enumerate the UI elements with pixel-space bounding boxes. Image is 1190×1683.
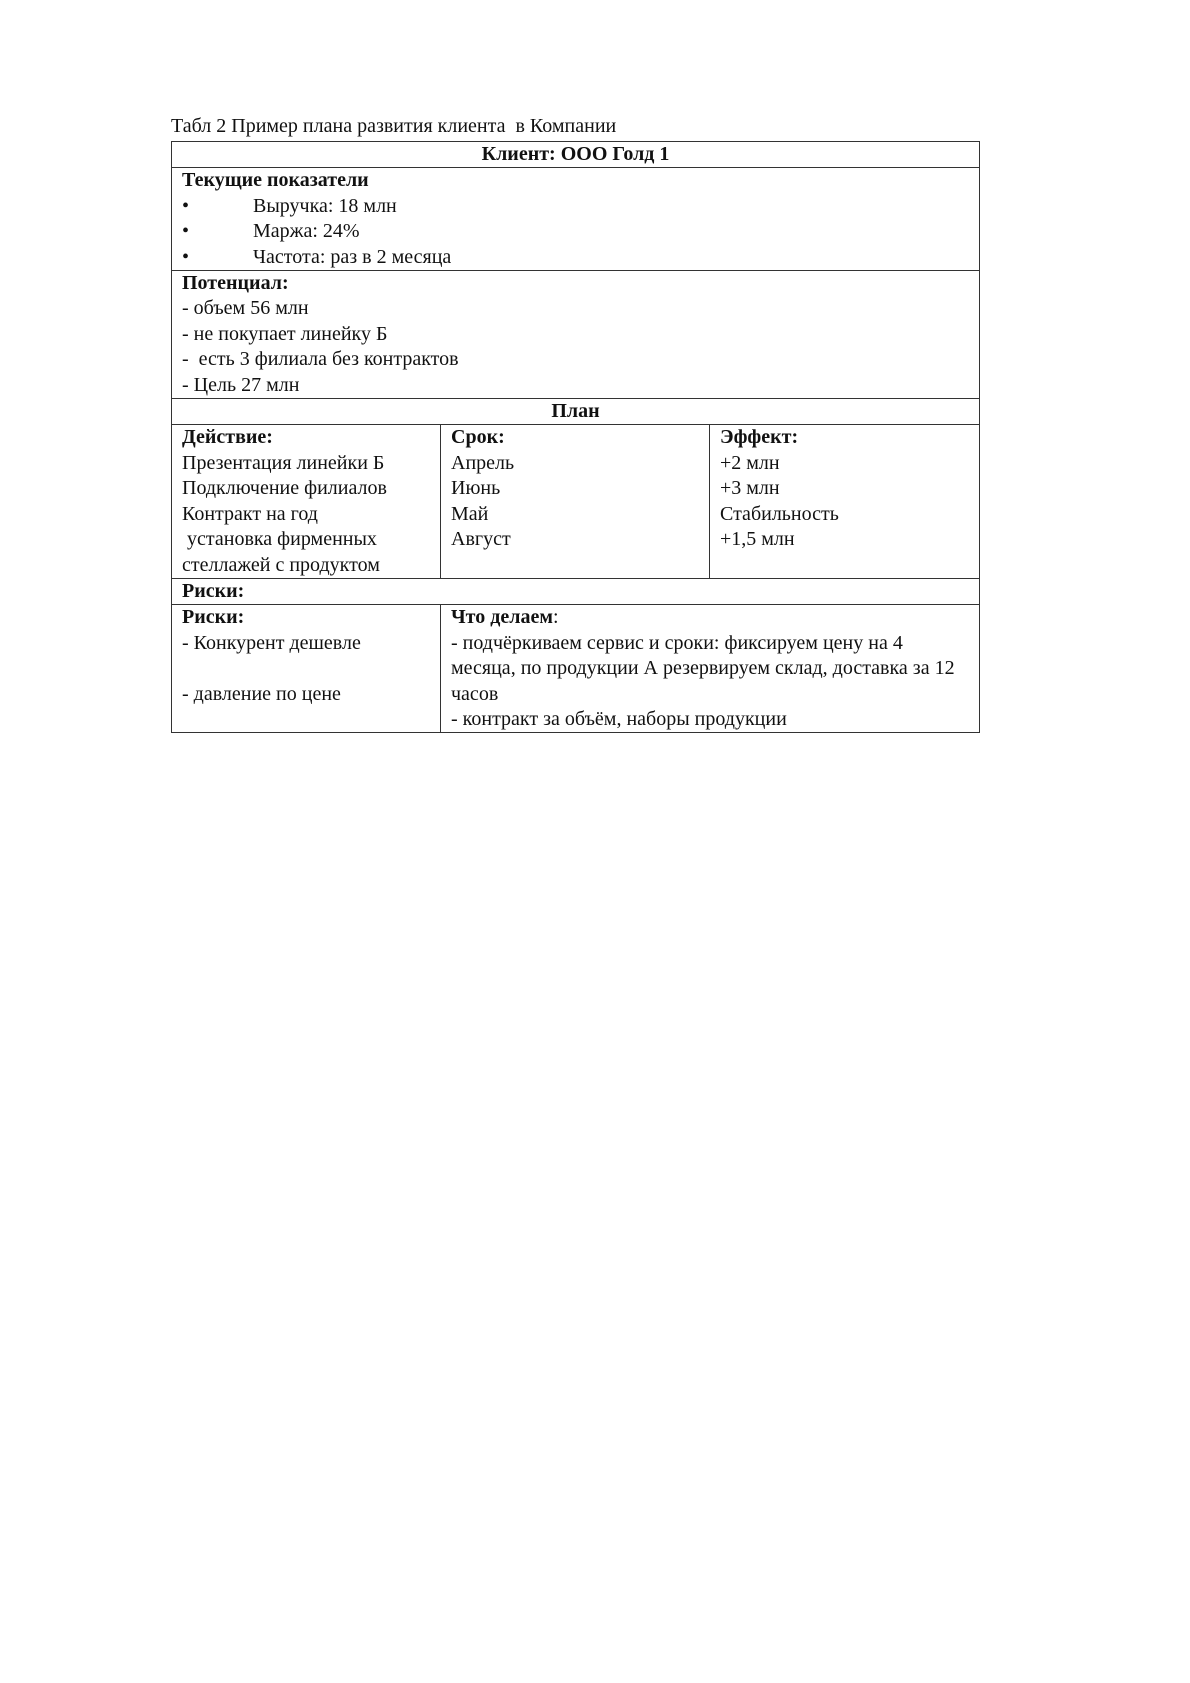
plan-effect-cell bbox=[710, 425, 980, 578]
risks-body-row bbox=[172, 605, 980, 733]
plan-effect-header: Эффект: bbox=[720, 426, 799, 449]
current-indicator-text: Частота: раз в 2 месяца bbox=[253, 245, 452, 268]
risk-item: - давление по цене bbox=[182, 682, 341, 705]
current-indicators-cell bbox=[172, 168, 980, 271]
potential-item: - не покупает линейку Б bbox=[182, 322, 388, 345]
potential-item: - есть 3 филиала без контрактов bbox=[182, 348, 459, 371]
risk-action-item: - контракт за объём, наборы продукции bbox=[451, 707, 787, 730]
risks-list-cell bbox=[172, 605, 441, 733]
potential-cell bbox=[172, 271, 980, 399]
risk-actions-cell bbox=[441, 605, 980, 733]
risk-item: - Конкурент дешевле bbox=[182, 631, 361, 654]
risks-header-row bbox=[172, 578, 980, 604]
bullet-icon: • bbox=[182, 220, 190, 243]
plan-action-item: установка фирменных стеллажей с продуктом bbox=[182, 528, 382, 576]
plan-header-row bbox=[172, 399, 980, 425]
plan-action-cell bbox=[172, 425, 441, 578]
blank-line bbox=[182, 656, 430, 681]
plan-action-header: Действие: bbox=[182, 426, 273, 449]
plan-effect-item: +3 млн bbox=[720, 477, 780, 500]
client-header-row bbox=[172, 142, 980, 168]
plan-effect-item: +2 млн bbox=[720, 451, 780, 474]
client-header: Клиент: ООО Голд 1 bbox=[172, 142, 980, 168]
current-indicator-text: Выручка: 18 млн bbox=[253, 194, 397, 217]
risk-actions-header: Что делаем bbox=[451, 606, 553, 629]
table-caption: Табл 2 Пример плана развития клиента в Компании bbox=[171, 115, 617, 137]
potential-item: - объем 56 млн bbox=[182, 297, 309, 320]
plan-term-header: Срок: bbox=[451, 426, 505, 449]
risk-action-item: - подчёркиваем сервис и сроки: фиксируем цену на 4 месяца, по продукции А резервируем склад, доставка за 12 часов bbox=[451, 631, 960, 705]
risks-list-header: Риски: bbox=[182, 606, 245, 629]
risk-actions-header-line bbox=[451, 605, 969, 630]
plan-title: План bbox=[172, 399, 980, 425]
current-indicator-item bbox=[182, 219, 969, 244]
risks-title: Риски: bbox=[172, 578, 980, 604]
potential-row bbox=[172, 271, 980, 399]
plan-term-item: Май bbox=[451, 502, 489, 525]
potential-item: - Цель 27 млн bbox=[182, 373, 300, 396]
risk-actions-colon: : bbox=[552, 606, 559, 629]
plan-effect-item: +1,5 млн bbox=[720, 528, 795, 551]
plan-action-item: Презентация линейки Б bbox=[182, 451, 385, 474]
plan-term-item: Апрель bbox=[451, 451, 515, 474]
plan-term-item: Август bbox=[451, 528, 511, 551]
current-indicator-item bbox=[182, 245, 969, 270]
current-indicators-title: Текущие показатели bbox=[182, 169, 369, 192]
current-indicators-row bbox=[172, 168, 980, 271]
potential-title: Потенциал: bbox=[182, 272, 289, 295]
bullet-icon: • bbox=[182, 245, 190, 268]
bullet-icon: • bbox=[182, 194, 190, 217]
plan-effect-item: Стабильность bbox=[720, 502, 839, 525]
current-indicator-text: Маржа: 24% bbox=[253, 220, 360, 243]
plan-body-row bbox=[172, 425, 980, 578]
plan-term-item: Июнь bbox=[451, 477, 501, 500]
plan-action-item: Контракт на год bbox=[182, 502, 318, 525]
client-plan-table bbox=[171, 141, 980, 733]
plan-term-cell bbox=[441, 425, 710, 578]
current-indicator-item bbox=[182, 194, 969, 219]
plan-action-item: Подключение филиалов bbox=[182, 477, 387, 500]
